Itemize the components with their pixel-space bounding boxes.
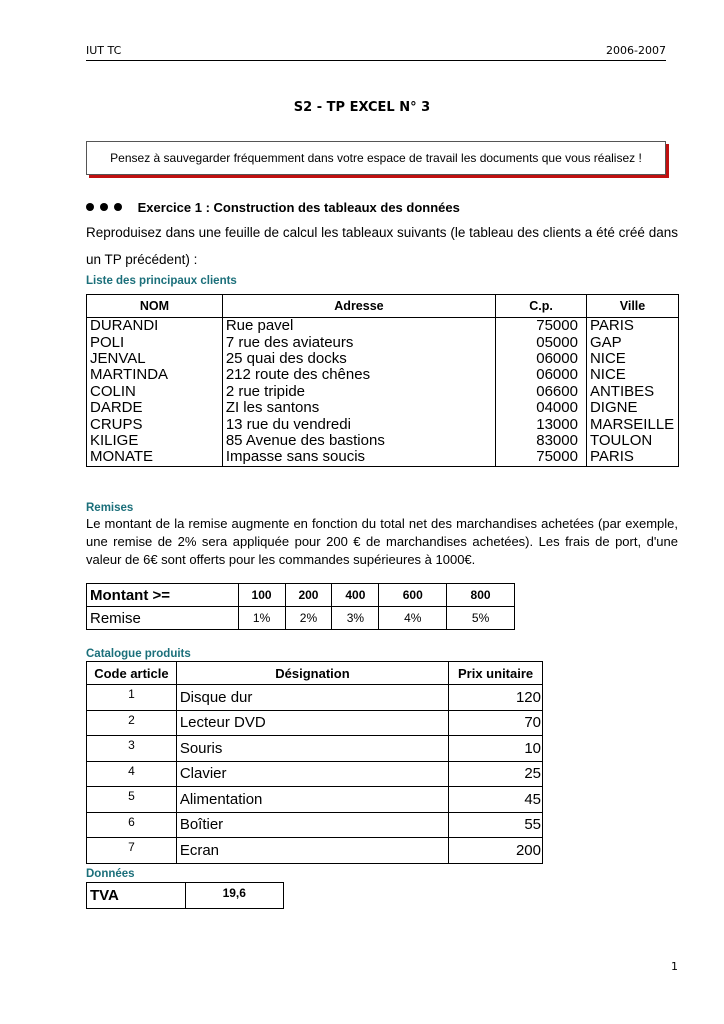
client-address: Impasse sans soucis <box>222 449 495 466</box>
client-address: 212 route des chênes <box>222 367 495 383</box>
tva-value: 19,6 <box>185 883 283 909</box>
client-city: PARIS <box>586 449 678 466</box>
remise-label: Remise <box>87 607 239 630</box>
clients-column-header: NOM <box>87 295 223 318</box>
save-reminder-box <box>86 141 666 175</box>
catalogue-table <box>86 661 543 864</box>
catalogue-column-header: Prix unitaire <box>449 662 543 685</box>
client-name: MONATE <box>87 449 223 466</box>
donnees-table <box>86 882 284 909</box>
catalogue-section-title: Catalogue produits <box>86 648 191 660</box>
client-address: 2 rue tripide <box>222 384 495 400</box>
product-price: 55 <box>449 812 543 838</box>
client-name: POLI <box>87 334 223 350</box>
product-code: 2 <box>87 710 177 736</box>
client-name: KILIGE <box>87 433 223 449</box>
client-address: Rue pavel <box>222 318 495 335</box>
table-row <box>87 812 543 838</box>
client-name: DARDE <box>87 400 223 416</box>
bullet-icon <box>86 203 94 211</box>
table-row <box>87 351 679 367</box>
tva-label: TVA <box>87 883 186 909</box>
product-price: 120 <box>449 685 543 711</box>
client-postcode: 83000 <box>496 433 587 449</box>
header-right: 2006-2007 <box>606 44 666 57</box>
montant-threshold: 400 <box>332 584 379 607</box>
header-left: IUT TC <box>86 44 122 57</box>
client-address: ZI les santons <box>222 400 495 416</box>
client-postcode: 13000 <box>496 416 587 432</box>
remise-rate: 3% <box>332 607 379 630</box>
donnees-section-title: Données <box>86 868 135 880</box>
table-row <box>87 367 679 383</box>
client-city: MARSEILLE <box>586 416 678 432</box>
product-price: 45 <box>449 787 543 813</box>
exercise-heading <box>86 200 460 215</box>
product-code: 1 <box>87 685 177 711</box>
client-postcode: 06600 <box>496 384 587 400</box>
client-name: DURANDI <box>87 318 223 335</box>
header-rule <box>86 60 666 61</box>
remise-table <box>86 583 515 630</box>
page-number: 1 <box>671 960 678 973</box>
client-name: JENVAL <box>87 351 223 367</box>
clients-table <box>86 294 679 467</box>
remises-section-title: Remises <box>86 502 134 514</box>
montant-threshold: 100 <box>238 584 285 607</box>
table-row <box>87 449 679 466</box>
client-address: 85 Avenue des bastions <box>222 433 495 449</box>
clients-column-header: Ville <box>586 295 678 318</box>
client-city: GAP <box>586 334 678 350</box>
product-code: 3 <box>87 736 177 762</box>
table-row <box>87 433 679 449</box>
montant-threshold: 800 <box>447 584 515 607</box>
product-designation: Souris <box>176 736 448 762</box>
client-name: COLIN <box>87 384 223 400</box>
product-price: 10 <box>449 736 543 762</box>
table-row <box>87 334 679 350</box>
product-designation: Alimentation <box>176 787 448 813</box>
client-city: ANTIBES <box>586 384 678 400</box>
client-city: DIGNE <box>586 400 678 416</box>
product-code: 6 <box>87 812 177 838</box>
table-row <box>87 384 679 400</box>
table-row <box>87 761 543 787</box>
product-designation: Ecran <box>176 838 448 864</box>
catalogue-column-header: Code article <box>87 662 177 685</box>
table-row <box>87 787 543 813</box>
product-price: 25 <box>449 761 543 787</box>
montant-label: Montant >= <box>87 584 239 607</box>
client-postcode: 06000 <box>496 367 587 383</box>
exercise-heading-text: Exercice 1 : Construction des tableaux des données <box>137 200 460 215</box>
table-row <box>87 318 679 335</box>
client-postcode: 05000 <box>496 334 587 350</box>
table-row <box>87 736 543 762</box>
table-row <box>87 838 543 864</box>
client-city: NICE <box>586 351 678 367</box>
bullet-icon <box>100 203 108 211</box>
client-city: TOULON <box>586 433 678 449</box>
product-designation: Boîtier <box>176 812 448 838</box>
product-code: 7 <box>87 838 177 864</box>
product-price: 200 <box>449 838 543 864</box>
table-row <box>87 416 679 432</box>
table-row <box>87 685 543 711</box>
product-designation: Clavier <box>176 761 448 787</box>
product-designation: Lecteur DVD <box>176 710 448 736</box>
client-postcode: 04000 <box>496 400 587 416</box>
client-name: CRUPS <box>87 416 223 432</box>
product-price: 70 <box>449 710 543 736</box>
clients-column-header: Adresse <box>222 295 495 318</box>
clients-column-header: C.p. <box>496 295 587 318</box>
bullet-icon <box>114 203 122 211</box>
montant-threshold: 200 <box>285 584 332 607</box>
client-address: 7 rue des aviateurs <box>222 334 495 350</box>
remise-rate: 1% <box>238 607 285 630</box>
remise-rate: 5% <box>447 607 515 630</box>
client-postcode: 06000 <box>496 351 587 367</box>
save-reminder-text: Pensez à sauvegarder fréquemment dans votre espace de travail les documents que vous réalisez ! <box>110 151 642 165</box>
client-city: PARIS <box>586 318 678 335</box>
table-row <box>87 710 543 736</box>
client-postcode: 75000 <box>496 449 587 466</box>
client-postcode: 75000 <box>496 318 587 335</box>
client-address: 25 quai des docks <box>222 351 495 367</box>
remise-rate: 2% <box>285 607 332 630</box>
table-row <box>87 400 679 416</box>
product-code: 5 <box>87 787 177 813</box>
client-city: NICE <box>586 367 678 383</box>
product-designation: Disque dur <box>176 685 448 711</box>
exercise-intro: Reproduisez dans une feuille de calcul les tableaux suivants (le tableau des clients a été créé dans un TP précédent) : <box>86 225 678 267</box>
montant-threshold: 600 <box>379 584 447 607</box>
page-title: S2 - TP EXCEL N° 3 <box>293 100 431 115</box>
catalogue-column-header: Désignation <box>176 662 448 685</box>
remise-rate: 4% <box>379 607 447 630</box>
product-code: 4 <box>87 761 177 787</box>
clients-section-title: Liste des principaux clients <box>86 275 237 287</box>
client-name: MARTINDA <box>87 367 223 383</box>
remises-text: Le montant de la remise augmente en fonction du total net des marchandises achetées (par exemple, une remise de 2% sera appliquée pour 200 € de marchandises achetées). Les frais de port, d'une valeur de 6€ sont offerts pour les commandes supérieures à 1000€. <box>86 516 678 567</box>
client-address: 13 rue du vendredi <box>222 416 495 432</box>
